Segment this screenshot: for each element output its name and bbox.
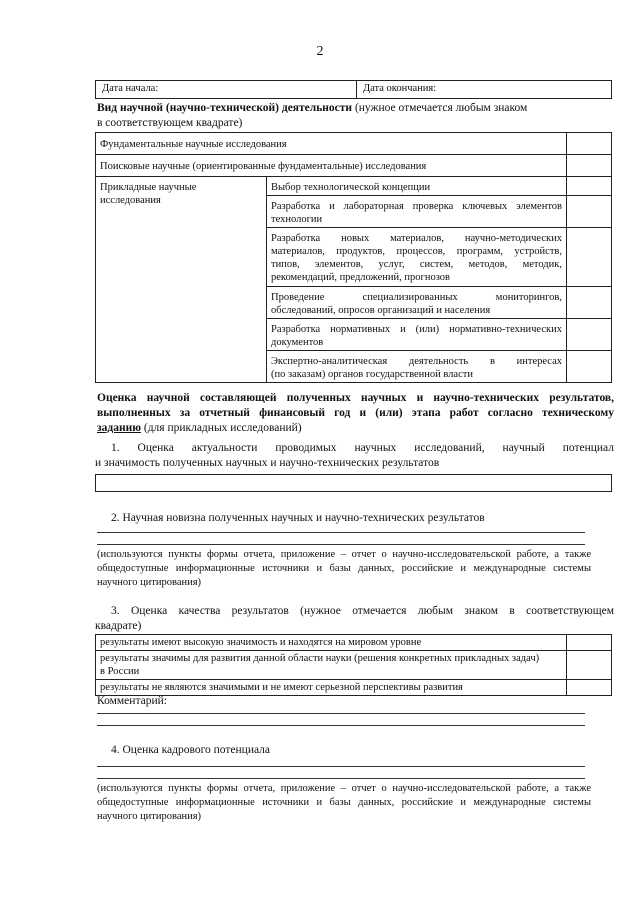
item1-answer-box[interactable]	[95, 474, 612, 492]
quality-row-not-significant: результаты не являются значимыми и не имеют серьезной перспективы развития	[96, 680, 567, 696]
applied-item-concept: Выбор технологической концепции	[267, 177, 567, 196]
checkbox-quality-not-significant[interactable]	[567, 680, 612, 696]
applied-item-normative: Разработка нормативных и (или) нормативно-технических документов	[267, 319, 567, 351]
checkbox-normative[interactable]	[567, 319, 612, 351]
checkbox-exploratory[interactable]	[567, 155, 612, 177]
checkbox-lab-test[interactable]	[567, 196, 612, 228]
start-date-label: Дата начала:	[102, 83, 159, 94]
comment-line-1[interactable]	[97, 713, 585, 714]
item4-answer-line-1[interactable]	[97, 766, 585, 767]
applied-item-development: Разработка новых материалов, научно-методических материалов, продуктов, процессов, программ, устройств, типов, элементов, услуг, систем, методов, методик, рекомендаций, предложений, прогнозов	[267, 228, 567, 287]
activity-heading-note-2: в соответствующем квадрате)	[97, 117, 243, 129]
comment-label: Комментарий:	[97, 695, 167, 707]
checkbox-monitoring[interactable]	[567, 287, 612, 319]
activity-table	[95, 132, 612, 383]
activity-heading	[97, 101, 617, 131]
checkbox-concept[interactable]	[567, 177, 612, 196]
quality-row-high: результаты имеют высокую значимость и находятся на мировом уровне	[96, 635, 567, 651]
activity-heading-bold: Вид научной (научно-технической) деятельности	[97, 102, 353, 114]
item2-answer-line-1[interactable]	[97, 532, 585, 533]
activity-row-exploratory: Поисковые научные (ориентированные фундаментальные) исследования	[96, 155, 567, 177]
applied-item-monitoring: Проведение специализированных мониторингов, обследований, опросов организаций и населения	[267, 287, 567, 319]
activity-heading-note: (нужное отмечается любым знаком	[352, 102, 528, 114]
end-date-label: Дата окончания:	[363, 83, 437, 94]
checkbox-expert[interactable]	[567, 351, 612, 383]
applied-item-lab-test: Разработка и лабораторная проверка ключевых элементов технологии	[267, 196, 567, 228]
dates-table	[95, 80, 612, 99]
item3-text: 3. Оценка качества результатов (нужное отмечается любым знаком в соответствующем квадрате)	[95, 605, 614, 632]
item2-title: 2. Научная новизна полученных научных и научно-технических результатов	[111, 512, 485, 524]
quality-table	[95, 634, 612, 696]
item4-title: 4. Оценка кадрового потенциала	[111, 744, 271, 756]
item4-sources-note: (используются пункты формы отчета, приложение – отчет о научно-исследовательской работе, а также общедоступные информационные источники и базы данных, российские и международные системы научного цитирования)	[97, 783, 591, 822]
applied-item-expert: Экспертно-аналитическая деятельность в интересах (по заказам) органов государственной власти	[267, 351, 567, 383]
item4-answer-line-2[interactable]	[97, 778, 585, 779]
quality-row-significant: результаты значимы для развития данной области науки (решения конкретных прикладных задач) в России	[96, 651, 567, 680]
start-date-cell[interactable]	[96, 81, 357, 99]
item1-text: 1. Оценка актуальности проводимых научных исследований, научный потенциал и значимость полученных научных и научно-технических результатов	[95, 442, 614, 469]
applied-research-label: Прикладные научные исследования	[96, 177, 267, 383]
page-number: 2	[316, 44, 324, 59]
end-date-cell[interactable]	[357, 81, 612, 99]
checkbox-quality-significant[interactable]	[567, 651, 612, 680]
comment-line-2[interactable]	[97, 725, 585, 726]
checkbox-fundamental[interactable]	[567, 133, 612, 155]
checkbox-quality-high[interactable]	[567, 635, 612, 651]
checkbox-development[interactable]	[567, 228, 612, 287]
item2-sources-note: (используются пункты формы отчета, приложение – отчет о научно-исследовательской работе, а также общедоступные информационные источники и базы данных, российские и международные системы научного цитирования)	[97, 549, 591, 588]
activity-row-fundamental: Фундаментальные научные исследования	[96, 133, 567, 155]
assessment-heading: Оценка научной составляющей полученных научных и научно-технических результатов, выполненных за отчетный финансовый год и (или) этапа работ согласно техническому заданию (для прикладных исследований)	[97, 392, 614, 434]
item2-answer-line-2[interactable]	[97, 544, 585, 545]
